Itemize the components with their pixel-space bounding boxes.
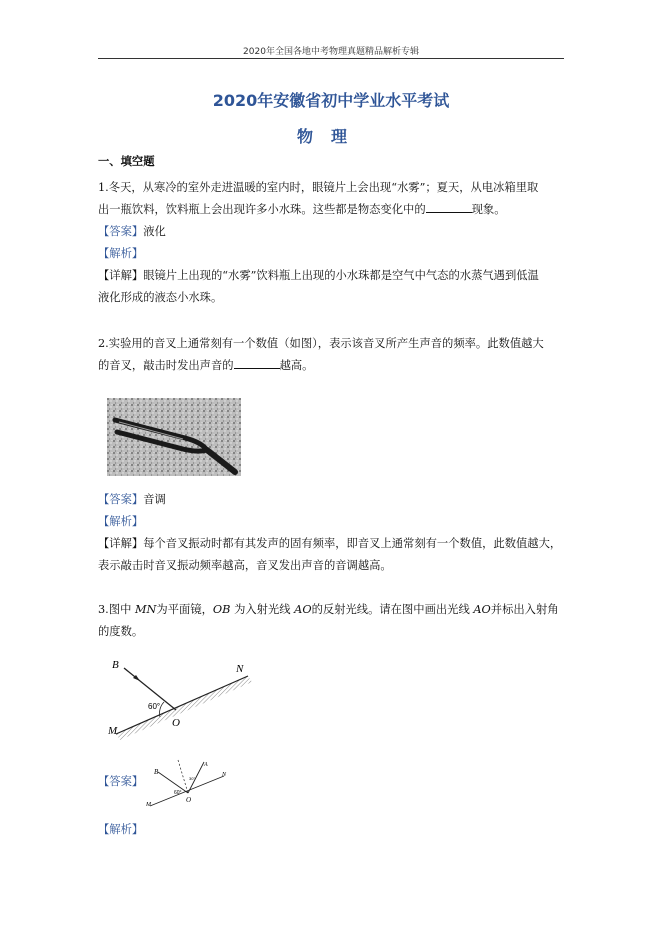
q2-stem-end: 越高。 — [279, 359, 314, 372]
mirror-line — [116, 676, 248, 734]
q3-ao: AO — [294, 603, 312, 616]
q1-stem-line1: 1.冬天，从寒冷的室外走进温暖的室内时，眼镜片上会出现“水雾”；夏天，从电冰箱里取 — [98, 181, 539, 194]
label-o: O — [172, 717, 180, 729]
q3-text-d: 的反射光线。请在图中画出光线 — [311, 603, 474, 616]
answer-label-b: B — [154, 768, 159, 776]
tuning-fork-icon — [107, 398, 241, 476]
section-fill-blank — [98, 151, 566, 173]
q2-stem-text: 的音叉，敲击时发出声音的 — [98, 359, 234, 372]
q1-detail-line2: 液化形成的液态小水珠。 — [98, 291, 223, 304]
mirror-diagram-figure — [108, 654, 258, 742]
q2-stem-line1: 2.实验用的音叉上通常刻有一个数值（如图），表示该音叉所产生声音的频率。此数值越大 — [98, 337, 544, 350]
q1-stem-line2 — [98, 199, 566, 221]
answer-label-n: N — [222, 772, 227, 778]
q2-answer-tag: 【答案】 — [98, 493, 144, 506]
q1-detail-text: 眼镜片上出现的“水雾”饮料瓶上出现的小水珠都是空气中气态的水蒸气遇到低温 — [143, 269, 539, 282]
q3-ob: OB — [212, 603, 231, 616]
q2-detail-line1 — [98, 533, 566, 555]
q1-answer — [98, 221, 566, 243]
q2-answer-value: 音调 — [143, 493, 166, 506]
q2-answer-blank — [234, 356, 280, 369]
q3-ao2: AO — [473, 603, 491, 616]
q2-analysis-tag: 【解析】 — [98, 515, 144, 528]
question-3 — [98, 599, 566, 643]
answer-label-m: M — [146, 802, 151, 808]
question-1 — [98, 177, 566, 309]
mirror-hatch — [116, 676, 252, 740]
q3-analysis — [98, 819, 566, 841]
answer-label-o: O — [186, 796, 192, 804]
q1-detail-line1 — [98, 265, 566, 287]
q1-answer-value: 液化 — [143, 225, 166, 238]
answer-ray-ob — [158, 772, 188, 793]
answer-diagram — [146, 756, 232, 810]
answer-diagram-figure — [146, 756, 232, 810]
question-2 — [98, 333, 566, 377]
mirror-diagram — [108, 654, 258, 742]
q3-answer-tag: 【答案】 — [98, 775, 144, 788]
q1-stem-end: 现象。 — [471, 203, 506, 216]
q2-detail-line2: 表示敲击时音叉振动频率越高，音叉发出声音的音调越高。 — [98, 559, 392, 572]
label-angle: 60° — [148, 702, 161, 711]
q3-text-a: 3.图中 — [98, 603, 135, 616]
answer-label-angle2: 30° — [189, 776, 196, 781]
q3-stem-line1 — [98, 599, 566, 621]
tuning-fork-photo — [107, 398, 241, 476]
page-header: 2020年全国各地中考物理真题精品解析专辑 — [243, 47, 419, 57]
q1-answer-blank — [426, 200, 472, 213]
label-n: N — [236, 663, 244, 675]
exam-subtitle: 物理 — [296, 127, 365, 146]
answer-label-a: A — [204, 762, 208, 768]
q2-answer — [98, 489, 566, 511]
header-rule — [98, 58, 564, 59]
q1-stem-text: 出一瓶饮料，饮料瓶上会出现许多小水珠。这些都是物态变化中的 — [98, 203, 426, 216]
q3-stem-line2: 的度数。 — [98, 625, 144, 638]
q3-text-b: 为平面镜， — [156, 603, 213, 616]
q3-text-c: 为入射光线 — [230, 603, 295, 616]
section-title: 一、填空题 — [98, 155, 155, 168]
question-2-answer — [98, 489, 566, 577]
q2-detail-text: 每个音叉振动时都有其发声的固有频率，即音叉上通常刻有一个数值，此数值越大， — [143, 537, 562, 550]
label-b: B — [112, 659, 119, 671]
answer-normal-line — [178, 760, 188, 793]
q1-detail-tag: 【详解】 — [98, 269, 144, 282]
exam-title: 2020年安徽省初中学业水平考试 — [212, 91, 450, 110]
q2-detail-tag: 【详解】 — [98, 537, 144, 550]
q3-analysis-tag: 【解析】 — [98, 823, 144, 836]
q1-answer-tag: 【答案】 — [98, 225, 144, 238]
q1-analysis-tag: 【解析】 — [98, 247, 144, 260]
q3-mn: MN — [134, 603, 157, 616]
answer-label-angle: 60° — [174, 790, 182, 796]
label-m: M — [108, 725, 118, 737]
q2-stem-line2 — [98, 355, 566, 377]
q3-text-e: 并标出入射角 — [490, 603, 559, 616]
